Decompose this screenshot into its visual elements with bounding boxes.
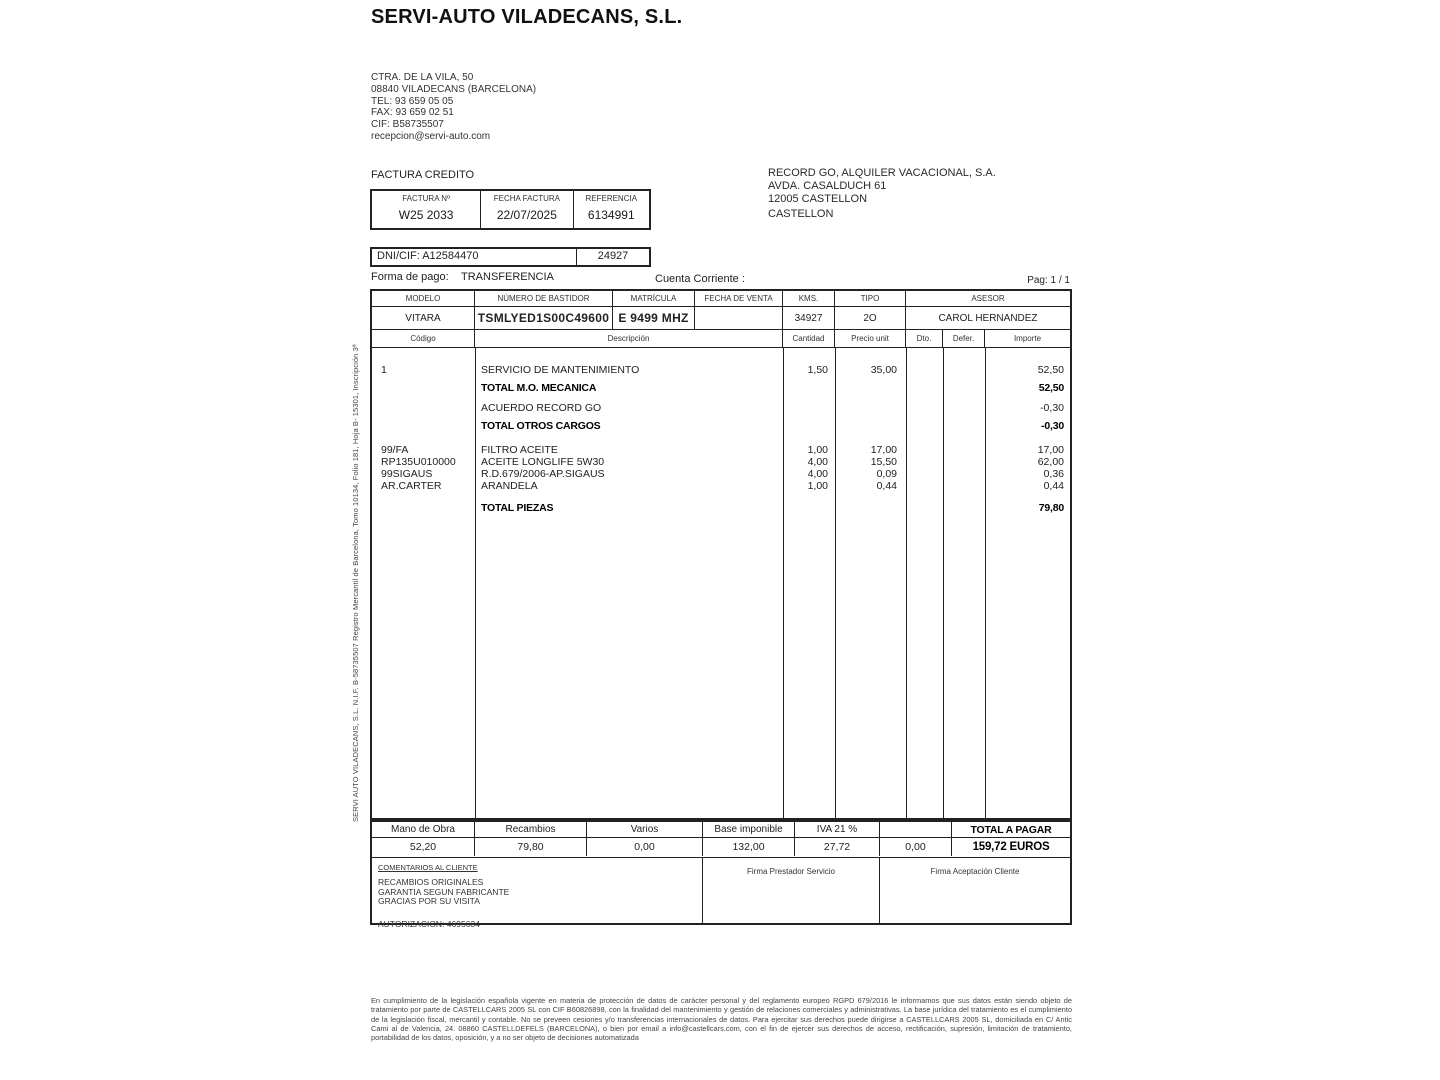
invoice-reference-cell <box>574 191 649 228</box>
invoice-number-label: FACTURA Nº <box>402 194 451 203</box>
line-item-row <box>372 361 1070 379</box>
client-signature-cell <box>880 858 1070 923</box>
item-quantity: 1,00 <box>807 444 828 456</box>
totals-labor-value: 52,20 <box>372 838 475 856</box>
authorization-number: AUTORIZACION: 4695634 <box>378 918 480 929</box>
subtotal-parts-row <box>372 499 1070 517</box>
comments-signatures-box <box>370 857 1072 929</box>
provider-signature-label: Firma Prestador Servicio <box>746 867 836 876</box>
totals-other-value: 0,00 <box>880 838 952 856</box>
items-header-cantidad: Cantidad <box>783 330 835 347</box>
totals-total-due-value: 159,72 EUROS <box>972 841 1050 853</box>
item-code: 1 <box>381 364 387 376</box>
items-body <box>372 348 1070 819</box>
totals-header-empty <box>880 822 952 837</box>
items-header-descripcion: Descripción <box>475 330 783 347</box>
legal-gdpr-text: En cumplimiento de la legislación española vigente en materia de protección de datos de carácter personal y del reglamento europeo RGPD 679/2016 le informamos que sus datos están siendo objeto de tratamiento por parte de CASTELLCARS 2005 SL con CIF B60826898, con la finalidad del mantenimiento y gestión de relaciones comerciales y administrativas. La base jurídica del tratamiento es el cumplimiento de la legislación fiscal, mercantil y contable. No se preveen cesiones y/o transferencias internacionales de datos. Para ejercitar sus derechos puede dirigirse a CASTELLCARS 2005 SL, domiciliada en C/ Antic Cami al de Valencia, 24. 08860 CASTELLDEFELS (BARCELONA), o bien por email a info@castellcars.com, con el fin de ejercer sus derechos de acceso, rectificación, supresión, limitación de tratamiento, portabilidad de los datos, oposición, y a no ser objeto de decisiones automatizada <box>371 996 1072 1043</box>
vehicle-type: 2O <box>835 307 906 329</box>
item-description: R.D.679/2006-AP.SIGAUS <box>481 468 605 480</box>
item-code: AR.CARTER <box>381 480 442 492</box>
company-cif: CIF: B58735507 <box>371 119 444 131</box>
vehicle-kms: 34927 <box>783 307 835 329</box>
item-description: FILTRO ACEITE <box>481 444 558 456</box>
subtotal-other-charges-row <box>372 417 1070 435</box>
customer-province: CASTELLON <box>768 208 834 221</box>
company-fax: FAX: 93 659 02 51 <box>371 107 454 119</box>
document-type-label: FACTURA CREDITO <box>371 169 475 181</box>
invoice-reference-label: REFERENCIA <box>585 194 638 203</box>
item-unit-price: 0,09 <box>876 468 897 480</box>
item-description: SERVICIO DE MANTENIMIENTO <box>481 364 640 376</box>
subtotal-labor-row <box>372 379 1070 397</box>
totals-header-total-due: TOTAL A PAGAR <box>970 823 1052 836</box>
subtotal-label: TOTAL OTROS CARGOS <box>481 420 601 432</box>
dni-cif-box <box>370 247 651 267</box>
item-description: ACUERDO RECORD GO <box>481 402 602 414</box>
items-header-precio-unit: Precio unit <box>835 330 906 347</box>
page-indicator: Pag: 1 / 1 <box>1027 275 1070 286</box>
item-code: 99/FA <box>381 444 409 456</box>
line-item-row <box>372 444 1070 456</box>
company-address-block <box>371 72 536 143</box>
items-header-dto: Dto. <box>906 330 943 347</box>
invoice-date-label: FECHA FACTURA <box>493 194 560 203</box>
customer-street: AVDA. CASALDUCH 61 <box>768 179 887 192</box>
line-items <box>372 348 1070 819</box>
item-quantity: 4,00 <box>807 468 828 480</box>
customer-comments-cell <box>372 858 703 929</box>
company-email: recepcion@servi-auto.com <box>371 130 491 142</box>
invoice-main-table <box>370 289 1072 820</box>
vehicle-model: VITARA <box>372 307 475 329</box>
invoice-reference-value: 6134991 <box>587 208 635 222</box>
vehicle-plate: E 9499 MHZ <box>613 307 695 329</box>
comment-line: RECAMBIOS ORIGINALES <box>378 877 484 887</box>
vehicle-header-asesor: ASESOR <box>971 294 1005 303</box>
totals-misc-value: 0,00 <box>587 838 703 856</box>
totals-header-misc: Varios <box>587 822 703 837</box>
subtotal-amount: 79,80 <box>1038 502 1064 514</box>
vehicle-header-kms: KMS. <box>783 291 835 306</box>
totals-header-row <box>372 822 1070 838</box>
customer-name: RECORD GO, ALQUILER VACACIONAL, S.A. <box>768 167 996 179</box>
item-amount: 62,00 <box>1037 456 1064 468</box>
vehicle-header-modelo: MODELO <box>372 291 475 306</box>
payment-method-label: Forma de pago: <box>371 271 449 283</box>
totals-vat-value: 27,72 <box>795 838 880 856</box>
item-amount: 0,36 <box>1043 468 1064 480</box>
invoice-date-value: 22/07/2025 <box>496 208 557 222</box>
subtotal-amount: 52,50 <box>1038 382 1064 394</box>
comments-title: COMENTARIOS AL CLIENTE <box>378 863 478 872</box>
item-code: 99SIGAUS <box>381 468 433 480</box>
item-amount: 52,50 <box>1037 364 1064 376</box>
invoice-number-cell <box>372 191 481 228</box>
totals-header-parts: Recambios <box>475 822 587 837</box>
invoice-header-table <box>370 189 651 230</box>
totals-header-taxable-base: Base imponible <box>703 822 795 837</box>
item-amount: 0,44 <box>1043 480 1064 492</box>
client-signature-label: Firma Aceptación Cliente <box>930 867 1020 876</box>
customer-postal-city: 12005 CASTELLON <box>768 192 868 205</box>
item-unit-price: 17,00 <box>870 444 897 456</box>
totals-parts-value: 79,80 <box>475 838 587 856</box>
line-item-row <box>372 399 1070 417</box>
totals-values-row <box>372 838 1070 856</box>
items-header-importe: Importe <box>1013 334 1042 343</box>
comment-line: GARANTIA SEGUN FABRICANTE <box>378 886 510 897</box>
item-unit-price: 15,50 <box>870 456 897 468</box>
item-quantity: 1,00 <box>807 480 828 492</box>
vehicle-vin: TSMLYED1S00C49600 <box>475 307 613 329</box>
item-description: ARANDELA <box>481 480 538 492</box>
totals-taxable-base-value: 132,00 <box>703 838 795 856</box>
bank-account-label: Cuenta Corriente : <box>655 273 745 285</box>
line-item-row <box>372 456 1070 468</box>
vehicle-header-tipo: TIPO <box>835 291 906 306</box>
items-header-row <box>372 330 1070 348</box>
company-name: SERVI-AUTO VILADECANS, S.L. <box>371 6 683 28</box>
company-address-line: CTRA. DE LA VILA, 50 <box>371 72 474 83</box>
company-address-line: 08840 VILADECANS (BARCELONA) <box>371 83 537 95</box>
item-unit-price: 35,00 <box>870 364 897 376</box>
registry-vertical-text: SERVI AUTO VILADECANS, S.L. N.I.F. B-58735507 Registro Mercantil de Barcelona, Tomo 10134, Folio 181, Hoja B- 15301, Inscripción 3ª <box>351 344 360 822</box>
company-phone: TEL: 93 659 05 05 <box>371 95 454 107</box>
item-unit-price: 0,44 <box>876 480 897 492</box>
item-quantity: 4,00 <box>807 456 828 468</box>
line-item-row <box>372 468 1070 480</box>
items-header-codigo: Código <box>372 330 475 347</box>
item-amount: 17,00 <box>1037 444 1064 456</box>
item-description: ACEITE LONGLIFE 5W30 <box>481 456 605 468</box>
comments-lines <box>378 878 702 907</box>
invoice-number-value: W25 2033 <box>398 208 454 222</box>
totals-header-labor: Mano de Obra <box>372 822 475 837</box>
vehicle-header-bastidor: NÚMERO DE BASTIDOR <box>475 291 613 306</box>
vehicle-sale-date <box>695 307 783 329</box>
comment-line: GRACIAS POR SU VISITA <box>378 896 480 906</box>
provider-signature-cell <box>703 858 880 923</box>
vehicle-header-matricula: MATRÍCULA <box>613 291 695 306</box>
customer-address-block <box>768 167 996 221</box>
subtotal-label: TOTAL M.O. MECANICA <box>481 382 597 394</box>
item-code: RP135U010000 <box>381 456 456 468</box>
vehicle-advisor: CAROL HERNANDEZ <box>938 312 1038 324</box>
subtotal-amount: -0,30 <box>1041 420 1064 432</box>
line-item-row <box>372 480 1070 492</box>
totals-header-vat: IVA 21 % <box>795 822 880 837</box>
vehicle-header-fecha-venta: FECHA DE VENTA <box>695 291 783 306</box>
item-quantity: 1,50 <box>807 364 828 376</box>
dni-cif-value: DNI/CIF: A12584470 <box>372 249 577 265</box>
invoice-date-cell <box>481 191 573 228</box>
item-amount: -0,30 <box>1040 402 1064 414</box>
items-header-defer: Defer. <box>943 330 985 347</box>
subtotal-label: TOTAL PIEZAS <box>481 502 554 514</box>
totals-table <box>370 820 1072 858</box>
payment-row <box>371 271 1072 285</box>
vehicle-header-row <box>372 291 1070 307</box>
vehicle-values-row <box>372 307 1070 330</box>
payment-method-value: TRANSFERENCIA <box>461 271 554 283</box>
client-code-value: 24927 <box>597 250 629 262</box>
